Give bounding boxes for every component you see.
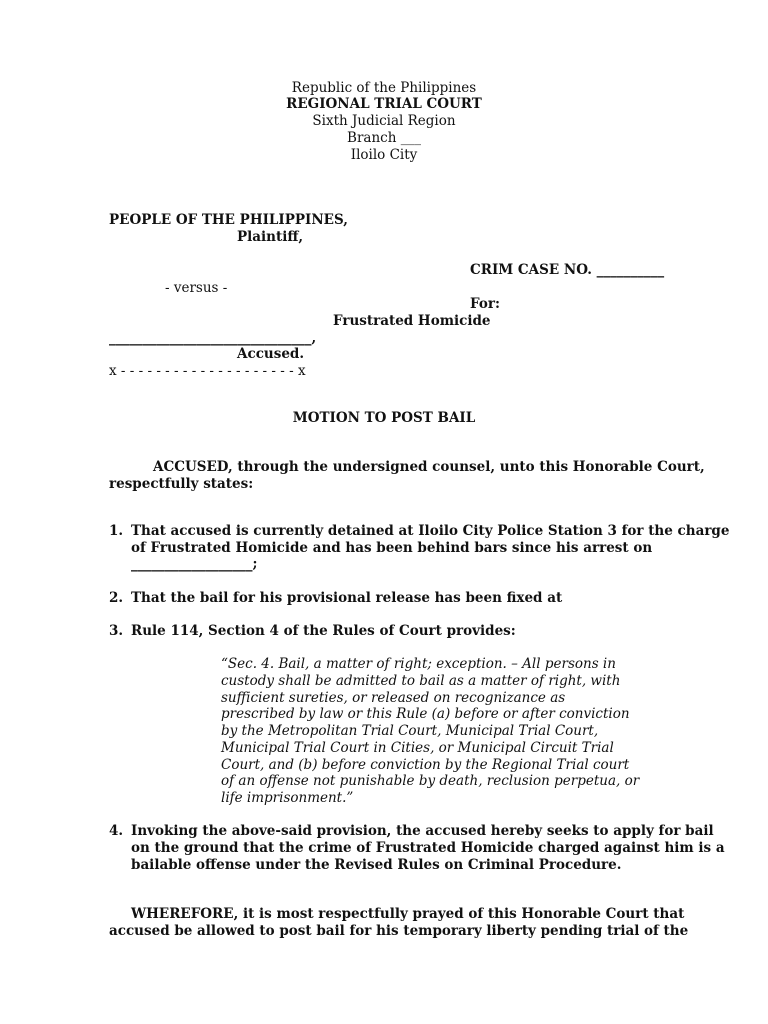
intro-lead: ACCUSED: [153, 459, 229, 475]
for-label: For:: [470, 296, 500, 312]
item-1-line2: of Frustrated Homicide and has been behind bars since his arrest on: [131, 540, 653, 556]
plaintiff-role: Plaintiff,: [237, 229, 304, 245]
item-3-line1: Rule 114, Section 4 of the Rules of Court provides:: [131, 623, 516, 639]
wherefore-line2: accused be allowed to post bail for his temporary liberty pending trial of the: [109, 923, 689, 939]
quote-line-1: “Sec. 4. Bail, a matter of right; exception. – All persons in: [221, 656, 616, 672]
header-branch: Branch ___: [347, 130, 421, 146]
case-number: CRIM CASE NO. __________: [470, 262, 665, 278]
wherefore-lead: WHEREFORE,: [131, 906, 239, 922]
quote-line-8: of an offense not punishable by death, reclusion perpetua, or: [221, 773, 640, 789]
quote-line-5: by the Metropolitan Trial Court, Municipal Trial Court,: [221, 723, 599, 739]
item-3-number: 3.: [109, 623, 124, 639]
item-2-number: 2.: [109, 590, 124, 606]
item-1-line3: __________________;: [131, 556, 258, 572]
plaintiff-name: PEOPLE OF THE PHILIPPINES,: [109, 212, 348, 228]
quote-line-4: prescribed by law or this Rule (a) before or after conviction: [221, 706, 630, 722]
quote-line-7: Court, and (b) before conviction by the Regional Trial court: [221, 757, 630, 773]
intro-line2: respectfully states:: [109, 476, 254, 492]
item-1-number: 1.: [109, 523, 124, 539]
motion-title: MOTION TO POST BAIL: [292, 410, 476, 426]
quote-line-3: sufficient sureties, or released on recognizance as: [221, 690, 566, 706]
header-region: Sixth Judicial Region: [312, 113, 456, 129]
item-4-line3: bailable offense under the Revised Rules on Criminal Procedure.: [131, 857, 622, 873]
intro-line1: , through the undersigned counsel, unto this Honorable Court,: [228, 459, 705, 475]
header-court: REGIONAL TRIAL COURT: [286, 96, 482, 112]
item-4-number: 4.: [109, 823, 124, 839]
accused-role: Accused.: [237, 346, 305, 362]
quote-line-6: Municipal Trial Court in Cities, or Municipal Circuit Trial: [221, 740, 614, 756]
quote-line-2: custody shall be admitted to bail as a matter of right, with: [221, 673, 621, 689]
caption-separator: x - - - - - - - - - - - - - - - - - - - - x: [109, 363, 306, 379]
item-1-line1: That accused is currently detained at Iloilo City Police Station 3 for the charge: [131, 523, 730, 539]
item-2-line1: That the bail for his provisional release has been fixed at: [131, 590, 563, 606]
quote-line-9: life imprisonment.”: [221, 790, 354, 806]
accused-blank: ______________________________,: [109, 330, 317, 346]
header-city: Iloilo City: [350, 147, 418, 163]
versus: - versus -: [165, 280, 228, 296]
header-republic: Republic of the Philippines: [291, 80, 477, 96]
wherefore-line1: it is most respectfully prayed of this Honorable Court that: [238, 906, 685, 922]
item-4-line1: Invoking the above-said provision, the accused hereby seeks to apply for bail: [131, 823, 714, 839]
item-4-line2: on the ground that the crime of Frustrated Homicide charged against him is a: [131, 840, 725, 856]
offense: Frustrated Homicide: [333, 313, 491, 329]
